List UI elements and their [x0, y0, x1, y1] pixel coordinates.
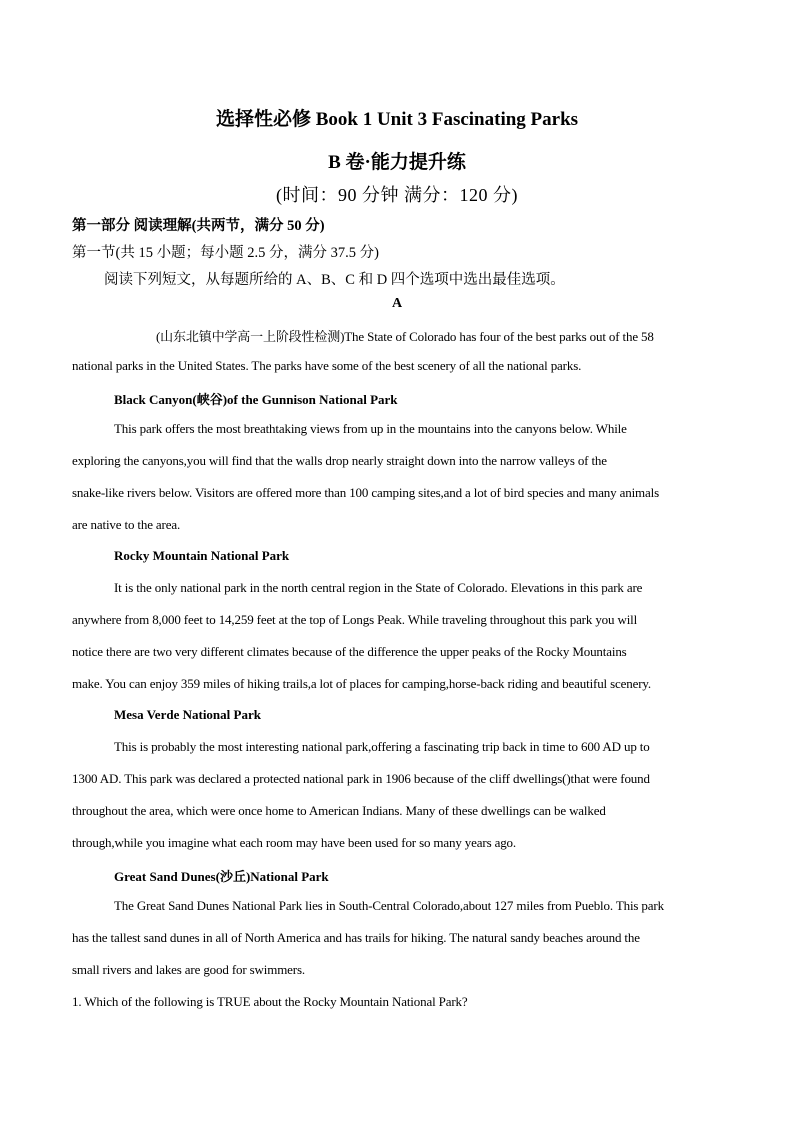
- paragraph-line: 1300 AD. This park was declared a protected national park in 1906 because of the cliff dwellings()that were found: [72, 771, 650, 786]
- paragraph-line: This is probably the most interesting national park,offering a fascinating trip back in time to 600 AD up to: [114, 739, 650, 754]
- paragraph-line: This park offers the most breathtaking views from up in the mountains into the canyons below. While: [114, 421, 627, 436]
- paragraph-line: snake-like rivers below. Visitors are offered more than 100 camping sites,and a lot of bird species and many animals: [72, 485, 659, 500]
- paragraph-line: throughout the area, which were once home to American Indians. Many of these dwellings can be walked: [72, 803, 606, 818]
- exam-meta: (时间：90 分钟 满分：120 分): [276, 185, 518, 205]
- question-text: 1. Which of the following is TRUE about the Rocky Mountain National Park?: [72, 994, 468, 1009]
- intro-line: (山东北镇中学高一上阶段性检测)The State of Colorado has four of the best parks out of the 58: [156, 329, 654, 344]
- paragraph-line: exploring the canyons,you will find that the walls drop nearly straight down into the narrow valleys of the: [72, 453, 607, 468]
- paragraph-line: notice there are two very different climates because of the difference the upper peaks of the Rocky Mountains: [72, 644, 627, 659]
- paragraph-line: are native to the area.: [72, 517, 181, 532]
- paragraph-line: anywhere from 8,000 feet to 14,259 feet at the top of Longs Peak. While traveling throughout this park you will: [72, 612, 638, 627]
- paragraph-line: make. You can enjoy 359 miles of hiking trails,a lot of places for camping,horse-back riding and beautiful scenery.: [72, 676, 652, 691]
- section-title: 第一节(共 15 小题；每小题 2.5 分，满分 37.5 分): [72, 245, 379, 261]
- intro-line: national parks in the United States. The parks have some of the best scenery of all the national parks.: [72, 358, 582, 373]
- paragraph-line: It is the only national park in the north central region in the State of Colorado. Elevations in this park are: [114, 580, 643, 595]
- part-title: 第一部分 阅读理解(共两节，满分 50 分): [72, 218, 325, 234]
- instruction-text: 阅读下列短文，从每题所给的 A、B、C 和 D 四个选项中选出最佳选项。: [104, 272, 565, 288]
- park-heading: Great Sand Dunes(沙丘)National Park: [114, 869, 329, 884]
- paragraph-line: The Great Sand Dunes National Park lies in South-Central Colorado,about 127 miles from Pueblo. This park: [114, 898, 664, 913]
- park-heading: Black Canyon(峡谷)of the Gunnison National Park: [114, 392, 398, 407]
- document-subtitle: B 卷·能力提升练: [328, 152, 466, 173]
- paragraph-line: small rivers and lakes are good for swimmers.: [72, 962, 305, 977]
- park-heading: Mesa Verde National Park: [114, 707, 261, 722]
- paragraph-line: has the tallest sand dunes in all of North America and has trails for hiking. The natural sandy beaches around the: [72, 930, 640, 945]
- document-title: 选择性必修 Book 1 Unit 3 Fascinating Parks: [215, 109, 579, 130]
- paragraph-line: through,while you imagine what each room may have been used for so many years ago.: [72, 835, 517, 850]
- park-heading: Rocky Mountain National Park: [114, 548, 290, 563]
- passage-label: A: [391, 296, 403, 311]
